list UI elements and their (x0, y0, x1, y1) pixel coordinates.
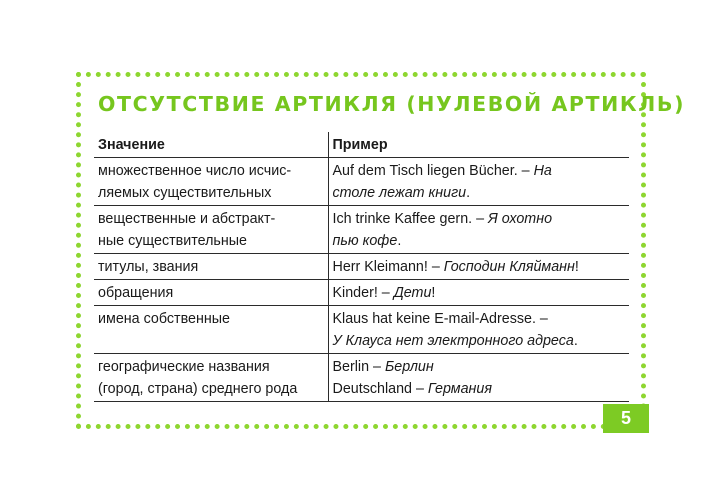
meaning-text: обращения (98, 285, 174, 301)
example-line (333, 256, 626, 278)
german-text: Kinder! – (332, 285, 394, 301)
example-cell (328, 206, 629, 254)
german-text: Deutschland – (332, 381, 428, 397)
russian-translation: На (533, 163, 552, 179)
meaning-cell (94, 158, 328, 206)
example-line (333, 378, 626, 400)
russian-translation: У Клауса нет электронного адреса (332, 333, 574, 349)
meaning-text: вещественные и абстракт- (98, 211, 276, 227)
page-title: ОТСУТСТВИЕ АРТИКЛЯ (НУЛЕВОЙ АРТИКЛЬ) (98, 92, 686, 116)
example-line (333, 160, 626, 182)
meaning-text: географические названия (98, 359, 270, 375)
example-cell (328, 158, 629, 206)
example-line (333, 356, 626, 378)
example-line (333, 330, 626, 352)
russian-translation: Господин Кляйманн (443, 259, 575, 275)
punctuation: . (466, 185, 471, 201)
table-row (94, 354, 629, 402)
russian-translation: пью кофе (332, 233, 398, 249)
meaning-text: титулы, звания (98, 259, 199, 275)
russian-translation: Германия (427, 381, 492, 397)
meaning-cell (94, 306, 328, 354)
meaning-cell (94, 254, 328, 280)
russian-translation: Я охотно (488, 211, 553, 227)
example-cell (328, 280, 629, 306)
punctuation: ! (574, 259, 579, 275)
table-row (94, 280, 629, 306)
meaning-cell (94, 206, 328, 254)
punctuation: . (397, 233, 402, 249)
russian-translation: Дети (393, 285, 432, 301)
punctuation: ! (431, 285, 436, 301)
header-meaning: Значение (94, 132, 328, 158)
example-cell (328, 306, 629, 354)
table-row (94, 158, 629, 206)
article-usage-table (94, 132, 629, 402)
page-number: 5 (603, 404, 649, 433)
table-row (94, 206, 629, 254)
example-cell (328, 254, 629, 280)
german-text: Ich trinke Kaffee gern. – (332, 211, 489, 227)
meaning-text: имена собственные (98, 311, 230, 327)
meaning-cell (94, 280, 328, 306)
german-text: Herr Kleimann! – (332, 259, 444, 275)
table-row (94, 306, 629, 354)
table-row (94, 254, 629, 280)
meaning-text: ляемых существительных (98, 185, 272, 201)
russian-translation: столе лежат книги (332, 185, 467, 201)
example-line (333, 230, 626, 252)
example-line (333, 208, 626, 230)
meaning-text: ные существительные (98, 233, 248, 249)
german-text: Berlin – (332, 359, 385, 375)
header-example: Пример (328, 132, 629, 158)
example-line (333, 182, 626, 204)
meaning-text: (город, страна) среднего рода (98, 381, 298, 397)
table-header-row (94, 132, 629, 158)
example-line (333, 282, 626, 304)
meaning-cell (94, 354, 328, 402)
german-text: Klaus hat keine E-mail-Adresse. – (332, 311, 548, 327)
example-line (333, 308, 626, 330)
russian-translation: Берлин (384, 359, 434, 375)
meaning-text: множественное число исчис- (98, 163, 292, 179)
example-cell (328, 354, 629, 402)
punctuation: . (573, 333, 578, 349)
german-text: Auf dem Tisch liegen Bücher. – (332, 163, 534, 179)
